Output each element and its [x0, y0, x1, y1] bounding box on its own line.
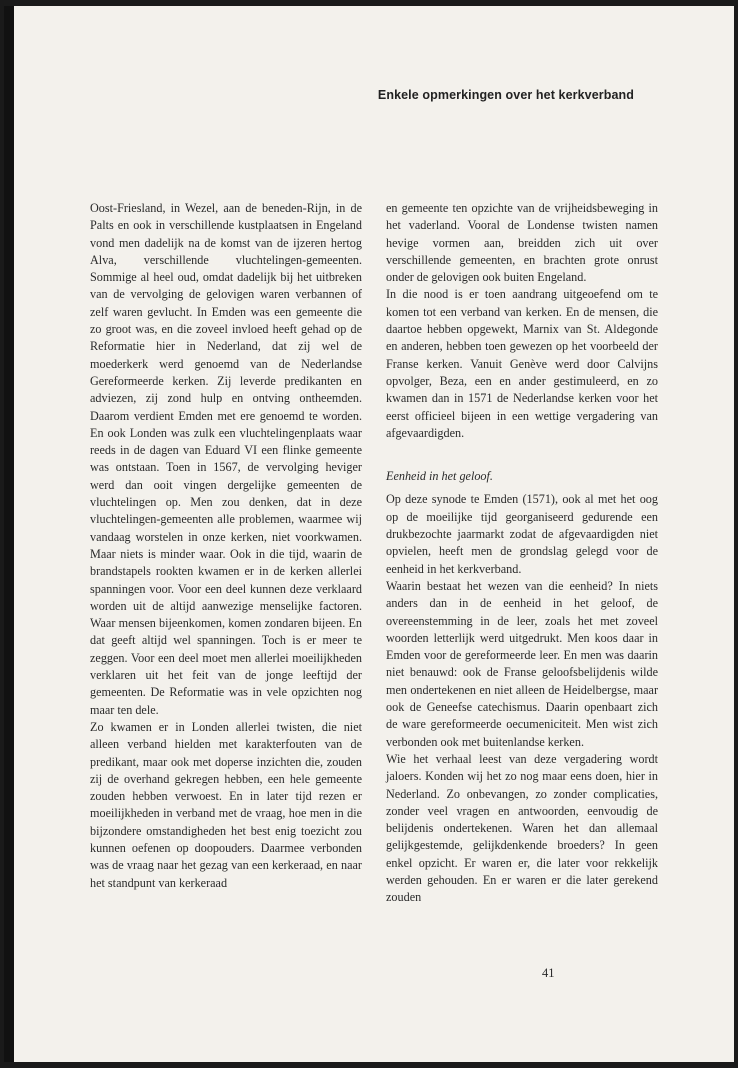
paragraph: Oost-Friesland, in Wezel, aan de beneden-Rijn, in de Palts en ook in verschillende kustplaatsen in Engeland vond men dadelijk na de komst van de ijzeren hertog Alva, verschillende vluchtelingen-gemeenten. Sommige al heel oud, omdat dadelijk bij het uitbreken van de vervolging de gelovigen waren verbannen of zelf waren gevlucht. In Emden was een gemeente die zo groot was, en die zoveel invloed heeft gehad op de Reformatie hier in Nederland, dat zij wel de moederkerk werd genoemd van de Nederlandse Gereformeerde kerken. Zij leverde predikanten en adviezen, zij zond hulp en ontving ontheemden. Daarom verdient Emden met ere genoemd te worden. En ook Londen was zulk een vluchtelingenplaats waar reeds in de dagen van Eduard VI een flinke gemeente was ontstaan. Toen in 1567, de vervolging heviger werd dan ooit vingen dergelijke gemeenten de vluchtelingen op. Men zou denken, dat in deze vluchtelingen-gemeenten alle problemen, waarmee wij vandaag worstelen in onze kerken, niet voorkwamen. Maar niets is minder waar. Ook in die tijd, waarin de brandstapels rookten kwamen er in de kerken allerlei spanningen voor. Voor een deel kunnen deze verklaard worden uit de altijd aanwezige menselijke factoren. Waar mensen bijeenkomen, komen zondaren bijeen. En dat geeft altijd wel spanningen. Toch is er meer te zeggen. Voor een deel moet men allerlei moeilijkheden verklaren uit het feit van de jonge leeftijd der gemeenten. De Reformatie was in vele opzichten nog maar ten dele. — [90, 201, 362, 717]
right-column — [386, 200, 658, 907]
paragraph: Zo kwamen er in Londen allerlei twisten, die niet alleen verband hielden met karakterfouten van de predikant, maar ook met doperse inzichten die, zouden zij de overhand gekregen hebben, een hele gemeente zouden hebben verwoest. En in later tijd rezen er moeilijkheden in verband met de vraag, hoe men in die bijzondere omstandigheden het best enig toezicht zou kunnen oefenen op doopouders. Daarmee verbonden was de vraag naar het gezag van een kerkeraad, en naar het standpunt van kerkeraad — [90, 719, 362, 890]
paragraph: en gemeente ten opzichte van de vrijheidsbeweging in het vaderland. Vooral de Londense twisten namen hevige vormen aan, breidden zich uit over verschillende gemeenten, en brachten grote onrust onder de gelovigen ook buiten Engeland. — [386, 201, 658, 285]
page-number: 41 — [542, 966, 555, 980]
section-heading: Eenheid in het geloof. — [386, 469, 493, 484]
paragraph: In die nood is er toen aandrang uitgeoefend om te komen tot een verband van kerken. En de mensen, die daartoe hebben opgewekt, Marnix van St. Aldegonde en anderen, hebben toen gewezen op het voorbeeld der Franse kerken. Vanuit Genève werd door Calvijns opvolger, Beza, een en ander gestimuleerd, en zo kwamen dan in 1571 de Nederlandse kerken voor het eerst officieel bijeen in een wettige vergadering van afgevaardigden. — [386, 287, 658, 440]
running-header: Enkele opmerkingen over het kerkverband — [377, 88, 634, 102]
document-page — [4, 6, 734, 1062]
left-column — [90, 200, 362, 892]
paragraph: Wie het verhaal leest van deze vergadering wordt jaloers. Konden wij het zo nog maar eens doen, hier in Nederland. Zo onbevangen, zo zonder complicaties, zonder veel vragen en antwoorden, eenvoudig de belijdenis ondertekenen. Waren het dan allemaal gelijkgestemde, gelijkdenkende broeders? In geen enkel opzicht. Er waren er, die later voor rekkelijk werden gehouden. En er waren er die later gerekend zouden — [386, 751, 658, 905]
paragraph: Op deze synode te Emden (1571), ook al met het oog op de moeilijke tijd georganiseerd gedurende een drukbezochte jaarmarkt zodat de afgevaardigden niet opvielen, heeft men de grondslag gelegd voor de eenheid in het kerkverband. — [386, 492, 658, 576]
paragraph: Waarin bestaat het wezen van die eenheid? In niets anders dan in de eenheid in het geloof, de overeenstemming in de leer, zoals het met zoveel woorden letterlijk werd uitgedrukt. Men koos daar in Emden voor de gereformeerde leer. En men was daarin niet benauwd: ook de Franse geloofsbelijdenis wilde men ondertekenen en niet alleen de Heidelbergse, maar ook de Geneefse catechismus. Daarin openbaart zich de ware gereformeerde oecumeniciteit. Men wist zich verbonden ook met buitenlandse kerken. — [386, 578, 658, 749]
